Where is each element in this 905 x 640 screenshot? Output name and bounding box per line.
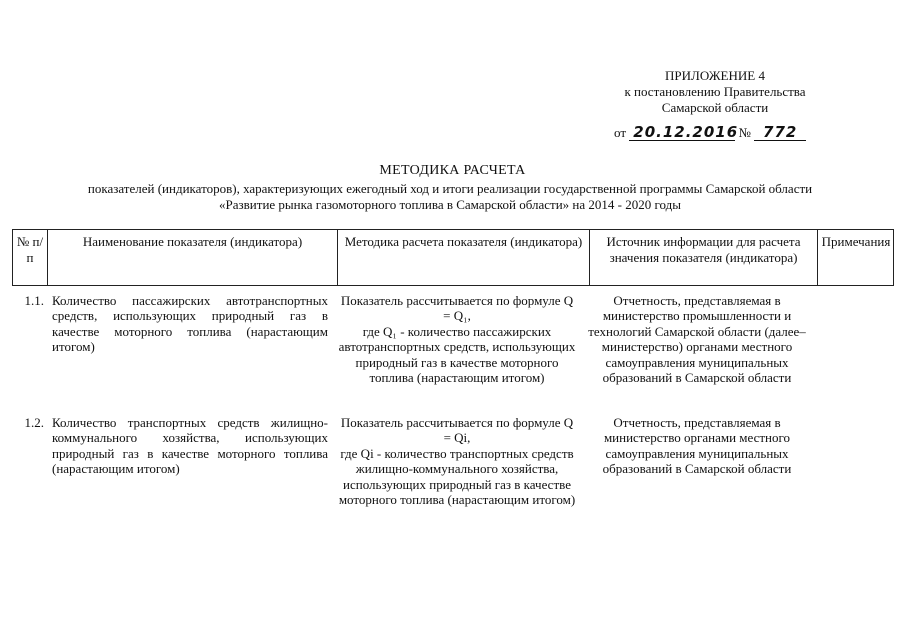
appendix-line-2: Самарской области <box>661 100 769 115</box>
table-header <box>12 229 894 286</box>
row-source: Отчетность, представляемая в министерство промышленности и технологий Самарской области (далее– министерство) органами местного самоуправления муниципальных образований в Самарской области <box>588 293 806 386</box>
appendix-header <box>560 68 870 116</box>
appendix-title: ПРИЛОЖЕНИЕ 4 <box>665 68 765 83</box>
document-subtitle: показателей (индикаторов), характеризующих ежегодный ход и итоги реализации государственной программы Самарской области «Развитие рынка газомоторного топлива в Самарской области» на 2014 - 2020 годы <box>87 181 813 212</box>
date-prefix: от <box>614 125 627 140</box>
method-formula: Показатель рассчитывается по формуле Q = Qi, <box>340 415 574 446</box>
row-method <box>337 415 577 507</box>
method-description: где Qi - количество транспортных средств жилищно-коммунального хозяйства, использующих природный газ в качестве моторного топлива (нарастающим итогом) <box>338 445 576 508</box>
row-method <box>337 293 577 385</box>
header-method: Методика расчета показателя (индикатора) <box>338 230 590 285</box>
appendix-line-1: к постановлению Правительства <box>624 84 806 99</box>
row-number: 1.2. <box>24 415 44 430</box>
row-indicator-name: Количество пассажирских автотранспортных средств, использующих природный газ в качестве моторного топлива (нарастающим итогом) <box>52 293 328 355</box>
decree-date-number <box>614 124 806 141</box>
row-indicator-name: Количество транспортных средств жилищно-коммунального хозяйства, использующих природный газ в качестве моторного топлива (нарастающим итогом) <box>52 415 328 477</box>
decree-date: 20.12.2016 <box>629 124 735 141</box>
header-source: Источник информации для расчета значения показателя (индикатора) <box>590 230 818 285</box>
method-formula: Показатель рассчитывается по формуле Q = Q₁, <box>340 293 574 324</box>
header-notes: Примечания <box>821 234 891 249</box>
document-title: МЕТОДИКА РАСЧЕТА <box>379 163 526 178</box>
method-description: где Q₁ - количество пассажирских автотранспортных средств, использующих природный газ в качестве моторного топлива (нарастающим итогом) <box>338 323 576 386</box>
decree-number: 772 <box>754 124 806 141</box>
header-indicator-name: Наименование показателя (индикатора) <box>48 230 338 285</box>
header-number: № п/п <box>13 230 48 285</box>
row-source: Отчетность, представляемая в министерство органами местного самоуправления муниципальных образований в Самарской области <box>602 415 792 477</box>
row-number: 1.1. <box>24 293 44 308</box>
number-prefix: № <box>738 125 751 140</box>
